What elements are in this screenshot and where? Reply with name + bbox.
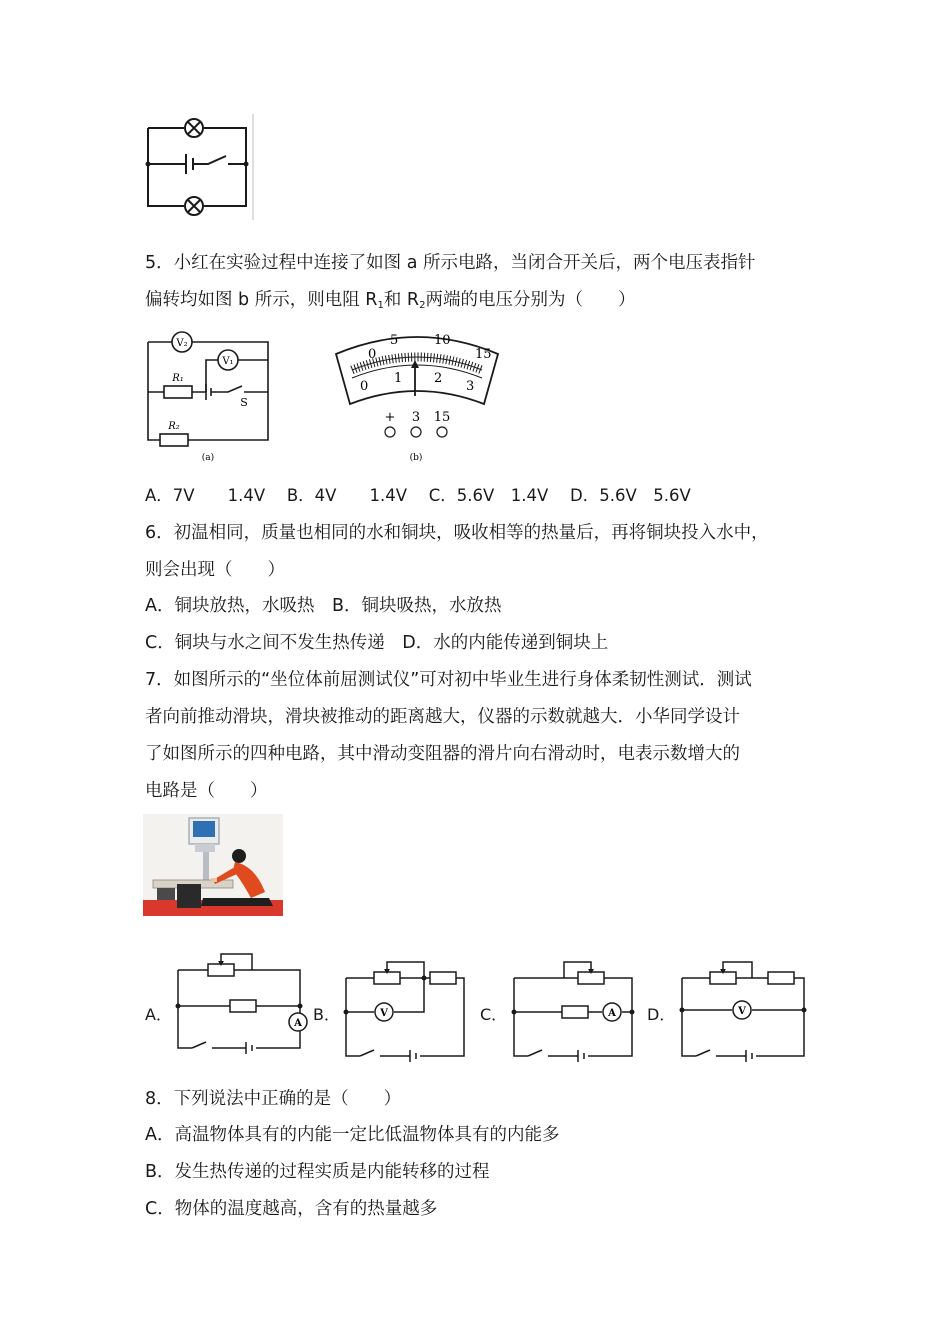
parallel-lamps-circuit	[140, 112, 260, 222]
top-scale-5: 5	[390, 333, 399, 348]
q8-option-b: B．发生热传递的过程实质是内能转移的过程	[145, 1162, 490, 1182]
q7-stem-line1: 7．如图所示的“坐位体前屈测试仪”可对初中毕业生进行身体柔韧性测试．测试	[145, 670, 752, 690]
q7-option-a-label: A．	[145, 1005, 172, 1024]
q7-option-c-label: C．	[480, 1005, 508, 1024]
fig-b-caption: (b)	[409, 453, 423, 463]
q7-option-d-label: D．	[647, 1005, 676, 1024]
r1-label: R₁	[172, 373, 184, 384]
bottom-scale-2: 2	[434, 371, 443, 386]
q5-circuit-figure-a	[140, 328, 280, 468]
q6-stem-line1: 6．初温相同，质量也相同的水和铜块，吸收相等的热量后，再将铜块投入水中，	[145, 523, 769, 543]
q7-circuit-b	[340, 952, 470, 1064]
bottom-scale-0: 0	[360, 379, 369, 394]
bottom-scale-3: 3	[466, 379, 475, 394]
switch-s-label: S	[240, 396, 248, 409]
ammeter-c-label: A	[608, 1008, 616, 1019]
voltmeter-d-label: V	[738, 1006, 746, 1017]
voltmeter-v1-label: V₁	[222, 356, 234, 367]
r2-label: R₂	[168, 421, 180, 432]
sit-and-reach-tester-photo	[143, 814, 283, 916]
q5-stem-line1: 5．小红在实验过程中连接了如图 a 所示电路，当闭合开关后，两个电压表指针	[145, 253, 756, 273]
terminal-3-label: 3	[411, 410, 421, 425]
q5-stem-line2: 偏转均如图 b 所示，则电阻 $R_1$和 $R_2$两端的电压分别为（ ）	[145, 290, 636, 311]
q7-circuit-a	[172, 950, 312, 1062]
q6-options-cd: C．铜块与水之间不发生热传递 D．水的内能传递到铜块上	[145, 633, 609, 653]
top-scale-10: 10	[434, 333, 451, 348]
terminal-plus-label: +	[384, 410, 396, 425]
q6-stem-line2: 则会出现（ ）	[145, 560, 285, 580]
q8-option-c: C．物体的温度越高，含有的热量越多	[145, 1199, 438, 1219]
fig-a-caption: (a)	[201, 453, 215, 463]
q7-circuit-c	[508, 952, 638, 1064]
q8-stem: 8．下列说法中正确的是（ ）	[145, 1089, 402, 1109]
q7-stem-line2: 者向前推动滑块，滑块被推动的距离越大，仪器的示数就越大．小华同学设计	[145, 707, 740, 727]
q7-stem-line4: 电路是（ ）	[145, 781, 268, 801]
voltmeter-v2-label: V₂	[176, 338, 188, 349]
q6-options-ab: A．铜块放热，水吸热 B．铜块吸热，水放热	[145, 596, 502, 616]
q7-stem-line3: 了如图所示的四种电路，其中滑动变阻器的滑片向右滑动时，电表示数增大的	[145, 744, 740, 764]
q5-voltmeter-dial-figure-b	[330, 326, 505, 466]
terminal-15-label: 15	[433, 410, 451, 425]
top-scale-0: 0	[368, 347, 377, 362]
top-scale-15: 15	[475, 347, 492, 362]
voltmeter-b-label: V	[380, 1008, 388, 1019]
ammeter-a-label: A	[294, 1018, 302, 1029]
q8-option-a: A．高温物体具有的内能一定比低温物体具有的内能多	[145, 1125, 560, 1145]
q7-option-b-label: B．	[313, 1005, 340, 1024]
q5-options: A．7V 1.4V B．4V 1.4V C．5.6V 1.4V D．5.6V 5.6V	[145, 486, 691, 505]
q7-circuit-d	[676, 952, 811, 1064]
bottom-scale-1: 1	[394, 371, 403, 386]
